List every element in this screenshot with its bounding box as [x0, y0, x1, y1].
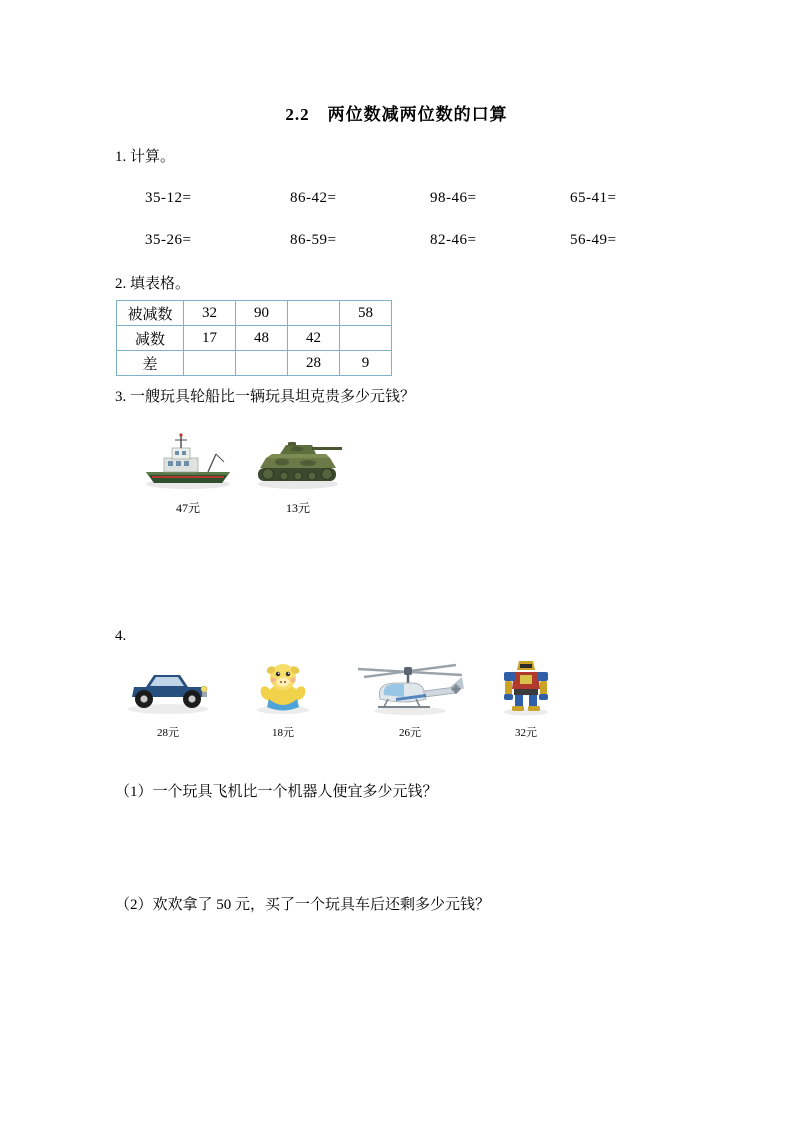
- calc-expression: 86-42=: [290, 190, 337, 206]
- question-2-label: 2. 填表格。: [115, 276, 191, 292]
- toy-robot-price: 32元: [515, 727, 537, 739]
- toy-boat-item: [140, 432, 236, 516]
- question-4-illustrations: [118, 655, 678, 755]
- table-cell[interactable]: [340, 326, 392, 351]
- question-4-label: 4.: [115, 628, 127, 644]
- table-cell[interactable]: 90: [236, 301, 288, 326]
- toy-robot-icon: [476, 655, 576, 717]
- calc-expression: 65-41=: [570, 190, 617, 206]
- table-cell[interactable]: 17: [184, 326, 236, 351]
- question-1-label: 1. 计算。: [115, 149, 176, 165]
- toy-boat-icon: [142, 432, 234, 492]
- toy-tank-icon: [252, 432, 344, 492]
- toy-car-icon: [118, 655, 218, 717]
- toy-doll-item: [233, 655, 333, 740]
- toy-car-item: [118, 655, 218, 740]
- table-row: [117, 326, 392, 351]
- calc-expression: 82-46=: [430, 232, 477, 248]
- question-3-label: 3. 一艘玩具轮船比一辆玩具坦克贵多少元钱？: [115, 389, 416, 405]
- table-row-header: 减数: [117, 326, 184, 351]
- question-3-illustrations: [140, 432, 400, 522]
- fill-table-wrapper: [116, 300, 392, 376]
- calc-expression: 98-46=: [430, 190, 477, 206]
- toy-helicopter-price: 26元: [399, 727, 421, 739]
- table-cell[interactable]: [288, 301, 340, 326]
- table-cell[interactable]: 9: [340, 351, 392, 376]
- question-4-sub-2: （2）欢欢拿了 50 元，买了一个玩具车后还剩多少元钱？: [115, 897, 491, 913]
- table-cell[interactable]: [236, 351, 288, 376]
- table-row: [117, 301, 392, 326]
- table-cell[interactable]: 48: [236, 326, 288, 351]
- toy-tank-price: 13元: [285, 501, 310, 515]
- toy-doll-icon: [233, 655, 333, 717]
- table-cell[interactable]: 28: [288, 351, 340, 376]
- table-cell[interactable]: 58: [340, 301, 392, 326]
- toy-helicopter-item: [350, 655, 470, 740]
- calc-expression: 35-12=: [145, 190, 192, 206]
- calc-expression: 86-59=: [290, 232, 337, 248]
- table-cell[interactable]: 42: [288, 326, 340, 351]
- table-cell[interactable]: [184, 351, 236, 376]
- calc-expression: 35-26=: [145, 232, 192, 248]
- toy-robot-item: [476, 655, 576, 740]
- toy-boat-price: 47元: [175, 501, 200, 515]
- table-row: [117, 351, 392, 376]
- table-row-header: 被减数: [117, 301, 184, 326]
- toy-helicopter-icon: [350, 655, 470, 717]
- question-4-sub-1: （1）一个玩具飞机比一个机器人便宜多少元钱？: [115, 784, 438, 800]
- page-title: 2.2 两位数减两位数的口算: [285, 105, 508, 124]
- table-cell[interactable]: 32: [184, 301, 236, 326]
- table-row-header: 差: [117, 351, 184, 376]
- toy-car-price: 28元: [157, 727, 179, 739]
- toy-doll-price: 18元: [272, 727, 294, 739]
- calc-expression: 56-49=: [570, 232, 617, 248]
- fill-table: [116, 300, 392, 376]
- toy-tank-item: [250, 432, 346, 516]
